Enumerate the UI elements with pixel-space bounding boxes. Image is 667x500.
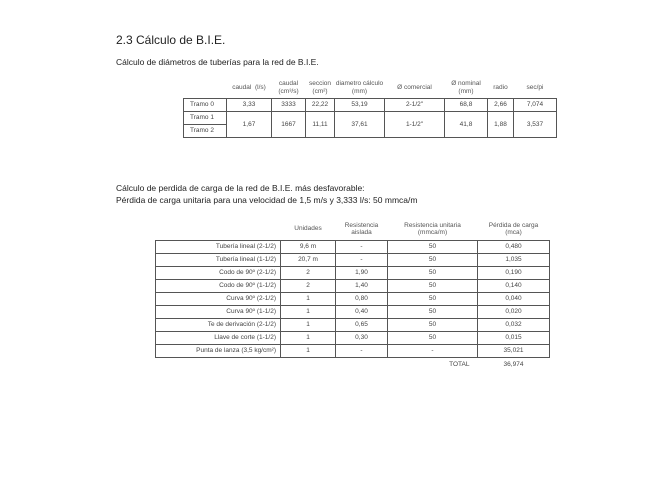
row-label: Tubería lineal (2-1/2) <box>156 241 281 254</box>
cell-resistencia-unitaria: 50 <box>388 267 478 280</box>
header-empty <box>184 77 227 99</box>
cell-seccion: 11,11 <box>306 112 335 138</box>
cell-diametro-calculo: 53,19 <box>335 99 385 112</box>
cell-resistencia-aislada: 0,40 <box>336 306 388 319</box>
cell-caudal-cm3s: 1667 <box>272 112 306 138</box>
header-resistencia-aislada: Resistencia aislada <box>344 221 379 236</box>
row-label: Curva 90º (2-1/2) <box>156 293 281 306</box>
header-resistencia-unitaria: Resistencia unitaria (mmca/m) <box>404 221 461 236</box>
row-label: Curva 90º (1-1/2) <box>156 306 281 319</box>
cell-unidades: 1 <box>281 293 336 306</box>
cell-unidades: 9,6 m <box>281 241 336 254</box>
cell-resistencia-aislada: 1,90 <box>336 267 388 280</box>
table-row <box>156 267 550 280</box>
cell-resistencia-aislada: 0,80 <box>336 293 388 306</box>
page-title: 2.3 Cálculo de B.I.E. <box>116 33 226 47</box>
table-row <box>156 345 550 358</box>
cell-resistencia-unitaria: - <box>388 345 478 358</box>
header-caudal-ls: caudal (l/s) <box>232 83 266 91</box>
cell-seccion: 22,22 <box>306 99 335 112</box>
cell-resistencia-aislada: 0,30 <box>336 332 388 345</box>
cell-perdida-carga: 0,190 <box>478 267 550 280</box>
cell-diametro-comercial: 2-1/2" <box>385 99 445 112</box>
cell-unidades: 2 <box>281 280 336 293</box>
cell-resistencia-unitaria: 50 <box>388 319 478 332</box>
header-empty <box>156 218 281 241</box>
table-row <box>156 254 550 267</box>
header-caudal-cm3s: caudal (cm³/s) <box>278 80 299 95</box>
row-label: Tramo 2 <box>184 125 227 138</box>
cell-perdida-carga: 0,015 <box>478 332 550 345</box>
section2-subtitle: Cálculo de perdida de carga de la red de B.I.E. más desfavorable: <box>116 183 365 193</box>
cell-unidades: 1 <box>281 332 336 345</box>
cell-resistencia-aislada: - <box>336 345 388 358</box>
section1-subtitle: Cálculo de diámetros de tuberías para la red de B.I.E. <box>116 57 319 67</box>
cell-radio: 2,66 <box>488 99 514 112</box>
cell-unidades: 1 <box>281 319 336 332</box>
total-label: TOTAL <box>449 360 470 368</box>
cell-caudal-ls: 3,33 <box>227 99 272 112</box>
header-unidades: Unidades <box>294 225 322 233</box>
cell-diametro-calculo: 37,61 <box>335 112 385 138</box>
cell-sec-pi: 3,537 <box>514 112 557 138</box>
cell-radio: 1,88 <box>488 112 514 138</box>
table-row <box>184 99 557 112</box>
cell-resistencia-aislada: 1,40 <box>336 280 388 293</box>
row-label: Punta de lanza (3,5 kg/cm²) <box>156 345 281 358</box>
cell-resistencia-unitaria: 50 <box>388 254 478 267</box>
cell-perdida-carga: 1,035 <box>478 254 550 267</box>
table-row <box>156 293 550 306</box>
cell-diametro-nominal: 68,8 <box>445 99 488 112</box>
cell-perdida-carga: 35,021 <box>478 345 550 358</box>
header-diametro-calculo: diametro cálculo (mm) <box>335 80 384 95</box>
cell-resistencia-unitaria: 50 <box>388 293 478 306</box>
cell-perdida-carga: 0,140 <box>478 280 550 293</box>
header-perdida-carga: Pérdida de carga (mca) <box>488 221 539 236</box>
cell-perdida-carga: 0,480 <box>478 241 550 254</box>
cell-resistencia-aislada: 0,65 <box>336 319 388 332</box>
pressure-loss-table <box>155 218 550 371</box>
row-label: Codo de 90º (1-1/2) <box>156 280 281 293</box>
cell-perdida-carga: 0,032 <box>478 319 550 332</box>
row-label: Tramo 1 <box>184 112 227 125</box>
cell-diametro-nominal: 41,8 <box>445 112 488 138</box>
diameters-table <box>183 77 557 138</box>
total-row <box>156 358 550 372</box>
header-diametro-comercial: Ø comercial <box>397 83 432 91</box>
cell-unidades: 2 <box>281 267 336 280</box>
cell-caudal-ls: 1,67 <box>227 112 272 138</box>
row-label: Codo de 90º (2-1/2) <box>156 267 281 280</box>
cell-unidades: 1 <box>281 306 336 319</box>
section2-description: Pérdida de carga unitaria para una velocidad de 1,5 m/s y 3,333 l/s: 50 mmca/m <box>116 195 418 205</box>
table-row <box>156 319 550 332</box>
cell-resistencia-unitaria: 50 <box>388 280 478 293</box>
table-row <box>184 112 557 125</box>
cell-perdida-carga: 0,040 <box>478 293 550 306</box>
cell-resistencia-aislada: - <box>336 241 388 254</box>
cell-perdida-carga: 0,020 <box>478 306 550 319</box>
header-radio: radio <box>493 83 508 91</box>
total-value: 36,974 <box>503 360 524 368</box>
row-label: Te de derivación (2-1/2) <box>156 319 281 332</box>
table-row <box>156 280 550 293</box>
table-row <box>156 241 550 254</box>
table-row <box>156 332 550 345</box>
row-label: Tubería lineal (1-1/2) <box>156 254 281 267</box>
cell-diametro-comercial: 1-1/2" <box>385 112 445 138</box>
cell-unidades: 1 <box>281 345 336 358</box>
cell-resistencia-unitaria: 50 <box>388 306 478 319</box>
cell-sec-pi: 7,074 <box>514 99 557 112</box>
header-sec-pi: sec/pi <box>526 83 544 91</box>
row-label: Tramo 0 <box>184 99 227 112</box>
header-seccion: seccion (cm²) <box>308 80 332 95</box>
cell-resistencia-unitaria: 50 <box>388 241 478 254</box>
cell-unidades: 20,7 m <box>281 254 336 267</box>
cell-resistencia-aislada: - <box>336 254 388 267</box>
header-diametro-nominal: Ø nominal (mm) <box>451 80 481 95</box>
cell-resistencia-unitaria: 50 <box>388 332 478 345</box>
cell-caudal-cm3s: 3333 <box>272 99 306 112</box>
table-row <box>156 306 550 319</box>
row-label: Llave de corte (1-1/2) <box>156 332 281 345</box>
